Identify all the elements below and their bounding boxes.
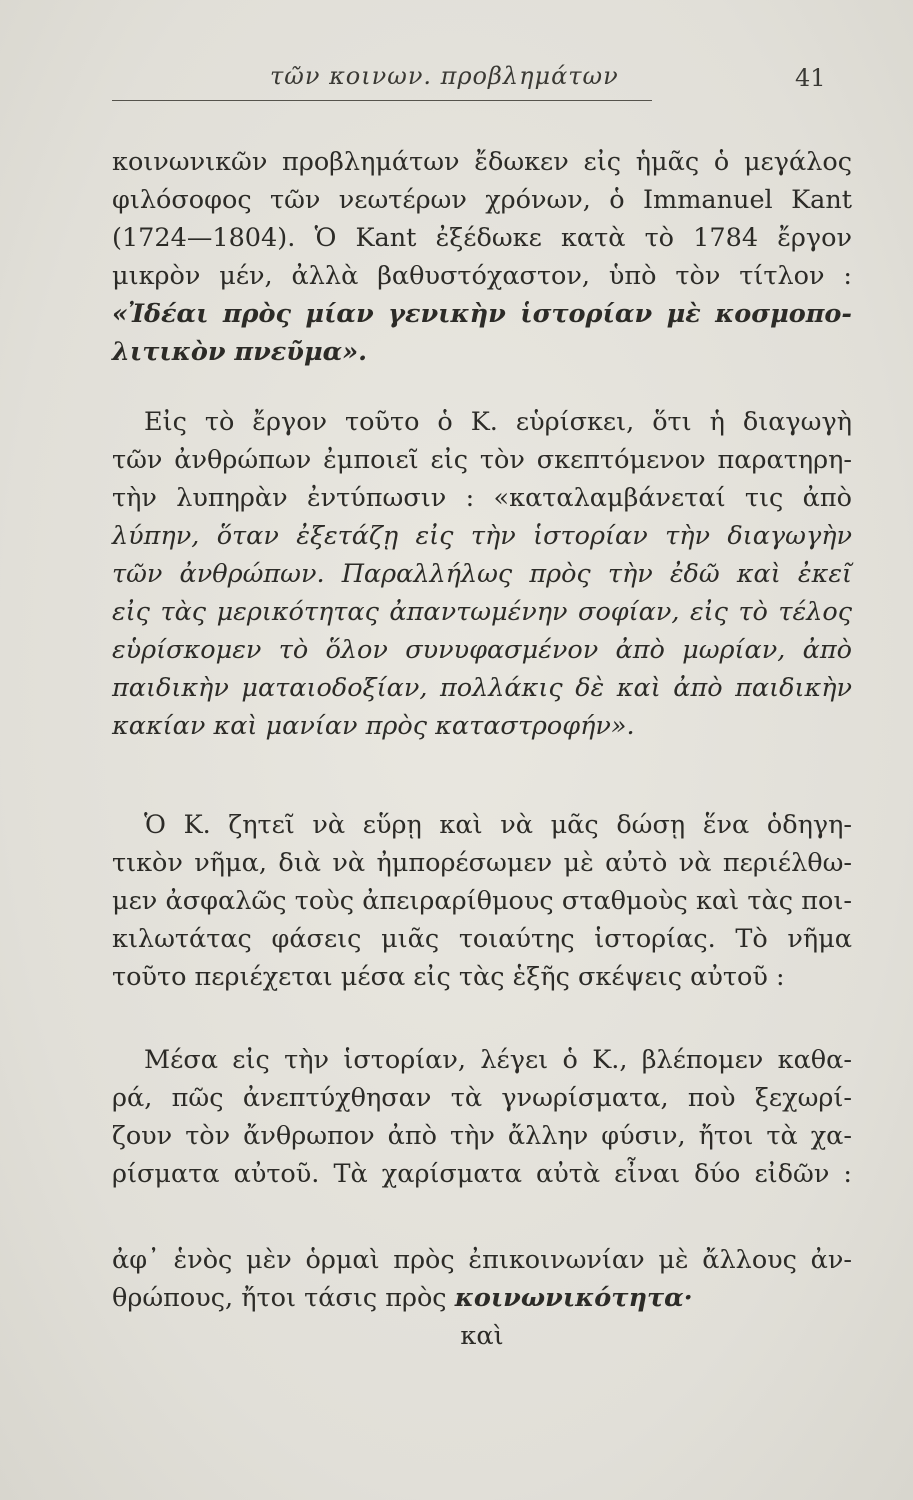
text-line: (1724—1804). Ὁ Kant ἐξέδωκε κατὰ τὸ 1784 ἔργον bbox=[112, 223, 852, 253]
text-line: ζουν τὸν ἄνθρωπον ἀπὸ τὴν ἄλλην φύσιν, ἤτοι τὰ χα- bbox=[112, 1121, 852, 1151]
text-line-quote: τῶν ἀνθρώπων. Παραλλήλως πρὸς τὴν ἐδῶ καὶ ἐκεῖ bbox=[112, 559, 852, 589]
text-line: κοινωνικῶν προβλημάτων ἔδωκεν εἰς ἡμᾶς ὁ μεγάλος bbox=[112, 147, 852, 177]
text-line: μικρὸν μέν, ἀλλὰ βαθυστόχαστον, ὑπὸ τὸν τίτλον : bbox=[112, 261, 852, 291]
paragraph-2 bbox=[112, 403, 852, 745]
text-line: Μέσα εἰς τὴν ἱστορίαν, λέγει ὁ Κ., βλέπομεν καθα- bbox=[144, 1045, 852, 1075]
text-line-continuation: καὶ bbox=[460, 1321, 504, 1351]
text-line-quote: κακίαν καὶ μανίαν πρὸς καταστροφήν». bbox=[112, 711, 635, 741]
paragraph-4 bbox=[112, 1041, 852, 1193]
text-line-quote: λύπην, ὅταν ἐξετάζῃ εἰς τὴν ἱστορίαν τὴν διαγωγὴν bbox=[112, 521, 852, 551]
text-line-title: «Ἰδέαι πρὸς μίαν γενικὴν ἱστορίαν μὲ κοσμοπο- bbox=[112, 299, 852, 329]
text-line: ἀφ᾿ ἑνὸς μὲν ὁρμαὶ πρὸς ἐπικοινωνίαν μὲ ἄλλους ἀν- bbox=[112, 1245, 852, 1275]
text-line: φιλόσοφος τῶν νεωτέρων χρόνων, ὁ Immanuel Kant bbox=[112, 185, 852, 215]
text-line: Εἰς τὸ ἔργον τοῦτο ὁ Κ. εὑρίσκει, ὅτι ἡ διαγωγὴ bbox=[144, 407, 852, 437]
text-line: τοῦτο περιέχεται μέσα εἰς τὰς ἑξῆς σκέψεις αὐτοῦ : bbox=[112, 962, 785, 992]
text-line-emphasis: θρώπους, ἤτοι τάσις πρὸς κοινωνικότητα· bbox=[112, 1283, 693, 1313]
running-title: τῶν κοινων. προβλημάτων bbox=[270, 62, 619, 90]
text-line: Ὁ Κ. ζητεῖ νὰ εὕρῃ καὶ νὰ μᾶς δώσῃ ἕνα ὁδηγη- bbox=[144, 810, 852, 840]
text-line-quote: παιδικὴν ματαιοδοξίαν, πολλάκις δὲ καὶ ἀπὸ παιδικὴν bbox=[112, 673, 852, 703]
text-line: τικὸν νῆμα, διὰ νὰ ἠμπορέσωμεν μὲ αὐτὸ νὰ περιέλθω- bbox=[112, 848, 852, 878]
text-line: μεν ἀσφαλῶς τοὺς ἀπειραρίθμους σταθμοὺς καὶ τὰς ποι- bbox=[112, 886, 852, 916]
text-line: ρίσματα αὐτοῦ. Τὰ χαρίσματα αὐτὰ εἶναι δύο εἰδῶν : bbox=[112, 1159, 852, 1189]
paragraph-1 bbox=[112, 143, 852, 371]
text-line: κιλωτάτας φάσεις μιᾶς τοιαύτης ἱστορίας. Τὸ νῆμα bbox=[112, 924, 852, 954]
paragraph-5 bbox=[112, 1241, 852, 1355]
paragraph-3 bbox=[112, 806, 852, 996]
header-rule bbox=[112, 100, 652, 101]
page-number: 41 bbox=[795, 64, 826, 92]
text-line: τῶν ἀνθρώπων ἐμποιεῖ εἰς τὸν σκεπτόμενον παρατηρη- bbox=[112, 445, 852, 475]
text-line-title: λιτικὸν πνεῦμα». bbox=[112, 337, 368, 367]
text-line-quote: εὑρίσκομεν τὸ ὅλον συνυφασμένον ἀπὸ μωρίαν, ἀπὸ bbox=[112, 635, 852, 665]
text-line-quote: εἰς τὰς μερικότητας ἀπαντωμένην σοφίαν, εἰς τὸ τέλος bbox=[112, 597, 852, 627]
text-line: ρά, πῶς ἀνεπτύχθησαν τὰ γνωρίσματα, ποὺ ξεχωρί- bbox=[112, 1083, 852, 1113]
text-line: τὴν λυπηρὰν ἐντύπωσιν : «καταλαμβάνεταί τις ἀπὸ bbox=[112, 483, 852, 513]
